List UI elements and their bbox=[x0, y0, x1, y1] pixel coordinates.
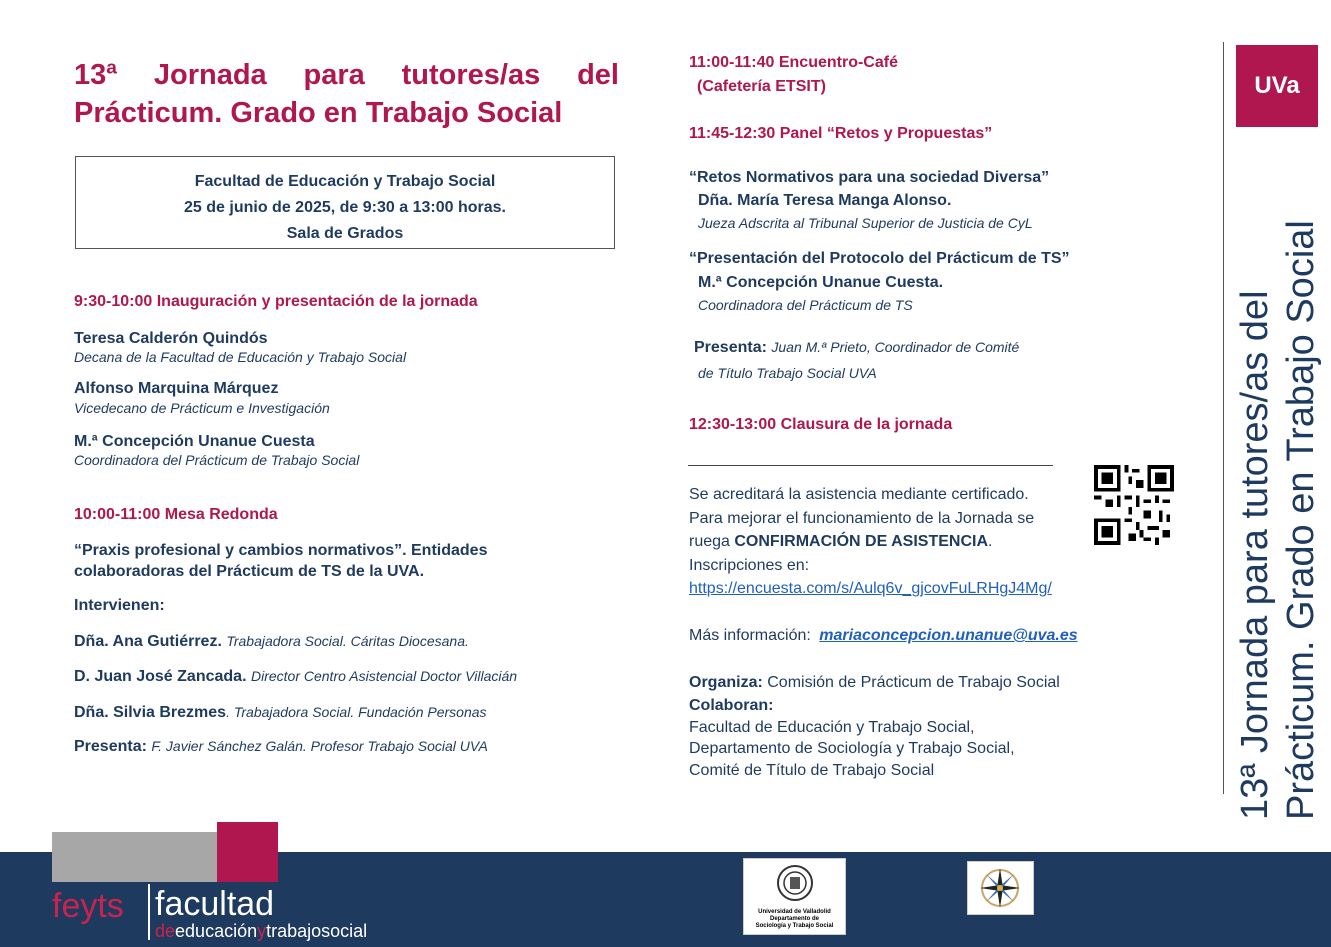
talk-title: “Presentación del Protocolo del Prácticum de TS” bbox=[689, 250, 1070, 267]
department-logo bbox=[743, 858, 846, 935]
confirm-end: . bbox=[988, 533, 993, 550]
venue-date: 25 de junio de 2025, de 9:30 a 13:00 horas. bbox=[184, 199, 506, 216]
divider bbox=[688, 465, 1053, 466]
more-info-label: Más información: bbox=[689, 627, 811, 644]
talk-speaker-role: Jueza Adscrita al Tribunal Superior de Justicia de CyL bbox=[698, 215, 1033, 231]
presenter-1 bbox=[74, 738, 488, 756]
round-table-topic: “Praxis profesional y cambios normativos”. Entidades bbox=[74, 542, 488, 559]
panelist-role: . Trabajadora Social. Fundación Personas bbox=[226, 704, 487, 720]
colaboran-label: Colaboran: bbox=[689, 697, 774, 714]
speaker-name: Teresa Calderón Quindós bbox=[74, 330, 268, 347]
panelist-2 bbox=[74, 668, 517, 686]
side-title bbox=[1232, 170, 1331, 820]
panelist-name: Dña. Silvia Brezmes bbox=[74, 704, 227, 721]
speaker-role: Vicedecano de Prácticum e Investigación bbox=[74, 400, 330, 416]
presenta-label: Presenta: bbox=[694, 339, 767, 356]
collaborator: Departamento de Sociología y Trabajo Social, bbox=[689, 740, 1015, 757]
registration-link[interactable]: https://encuesta.com/s/Aulq6v_gjcovFuLRHgJ4Mg/ bbox=[689, 580, 1052, 597]
talk-speaker: Dña. María Teresa Manga Alonso. bbox=[698, 192, 952, 209]
intervienen-label: Intervienen: bbox=[74, 597, 165, 614]
more-info bbox=[689, 627, 1078, 645]
speaker-role: Decana de la Facultad de Educación y Trabajo Social bbox=[74, 349, 407, 365]
logo-line: Sociología y Trabajo Social bbox=[755, 923, 834, 929]
feyts-wordmark: feyts bbox=[52, 887, 124, 925]
speaker-name: M.ª Concepción Unanue Cuesta bbox=[74, 433, 315, 450]
presenta-text-cont: de Título Trabajo Social UVA bbox=[698, 365, 877, 381]
collaborator: Comité de Título de Trabajo Social bbox=[689, 762, 935, 779]
facultad-wordmark: facultad bbox=[155, 885, 275, 923]
panelist-name: Dña. Ana Gutiérrez. bbox=[74, 633, 222, 650]
session-time-3: 11:00-11:40 Encuentro-Café bbox=[689, 54, 898, 71]
side-divider bbox=[1223, 42, 1224, 794]
page-title: 13ª Jornada para tutores/as del Prácticum. Grado en Trabajo Social bbox=[74, 59, 619, 129]
wordmark-divider bbox=[148, 884, 150, 940]
compass-logo bbox=[967, 861, 1034, 915]
inscripciones-label: Inscripciones en: bbox=[689, 557, 810, 574]
talk-speaker-role: Coordinadora del Prácticum de TS bbox=[698, 297, 913, 313]
confirm-note-cont bbox=[689, 533, 992, 551]
confirm-note: Para mejorar el funcionamiento de la Jornada se bbox=[689, 510, 1035, 527]
venue-line: Facultad de Educación y Trabajo Social bbox=[194, 173, 496, 190]
presenta-label: Presenta: bbox=[74, 738, 147, 755]
organiza bbox=[689, 674, 1060, 692]
compass-rose-icon bbox=[968, 862, 1033, 914]
side-title-line1: 13ª Jornada para tutores/as del bbox=[1234, 290, 1276, 820]
panelist-role: Director Centro Asistencial Doctor Villacián bbox=[250, 668, 518, 684]
panelist-role: Trabajadora Social. Cáritas Diocesana. bbox=[226, 633, 469, 649]
speaker-role: Coordinadora del Prácticum de Trabajo Social bbox=[74, 452, 360, 468]
venue-room: Sala de Grados bbox=[286, 225, 404, 242]
panelist-1 bbox=[74, 633, 469, 651]
collaborator: Facultad de Educación y Trabajo Social, bbox=[689, 719, 975, 736]
facultad-subtitle bbox=[155, 920, 367, 942]
sub-trabajo: trabajosocial bbox=[266, 921, 368, 941]
round-table-topic-cont: colaboradoras del Prácticum de TS de la UVA. bbox=[74, 563, 425, 580]
qr-code[interactable] bbox=[1094, 465, 1174, 545]
session-place-3: (Cafetería ETSIT) bbox=[697, 78, 826, 95]
confirm-emphasis: CONFIRMACIÓN DE ASISTENCIA bbox=[734, 533, 989, 550]
sub-y: y bbox=[257, 921, 267, 941]
email-link[interactable]: mariaconcepcion.unanue@uva.es bbox=[819, 627, 1078, 644]
sub-educacion: educación bbox=[175, 921, 258, 941]
certificate-note: Se acreditará la asistencia mediante certificado. bbox=[689, 486, 1029, 503]
session-time-4: 11:45-12:30 Panel “Retos y Propuestas” bbox=[689, 125, 993, 142]
registration-link-wrap bbox=[689, 580, 1052, 598]
speaker-name: Alfonso Marquina Márquez bbox=[74, 380, 279, 397]
side-title-line2: Prácticum. Grado en Trabajo Social bbox=[1280, 220, 1322, 820]
talk-speaker: M.ª Concepción Unanue Cuesta. bbox=[698, 274, 944, 291]
presenta-text: F. Javier Sánchez Galán. Profesor Trabajo Social UVA bbox=[151, 738, 488, 754]
panelist-name: D. Juan José Zancada. bbox=[74, 668, 247, 685]
panelist-3 bbox=[74, 704, 487, 722]
uva-logo: UVa bbox=[1236, 45, 1318, 127]
session-time-1: 9:30-10:00 Inauguración y presentación de la jornada bbox=[74, 293, 478, 310]
feyts-building-logo bbox=[52, 822, 278, 882]
organiza-text: Comisión de Prácticum de Trabajo Social bbox=[767, 674, 1060, 691]
presenta-text: Juan M.ª Prieto, Coordinador de Comité bbox=[771, 339, 1020, 355]
session-time-5: 12:30-13:00 Clausura de la jornada bbox=[689, 416, 953, 433]
university-seal-icon bbox=[777, 863, 813, 903]
organiza-label: Organiza: bbox=[689, 674, 763, 691]
venue-box bbox=[75, 156, 615, 249]
logo-line: Departamento de bbox=[769, 916, 819, 922]
talk-title: “Retos Normativos para una sociedad Diversa” bbox=[689, 169, 1050, 186]
logo-line: Universidad de Valladolid bbox=[758, 909, 831, 915]
confirm-text: ruega bbox=[689, 533, 735, 550]
session-time-2: 10:00-11:00 Mesa Redonda bbox=[74, 506, 278, 523]
sub-de: de bbox=[155, 921, 176, 941]
presenter-2 bbox=[694, 339, 1019, 357]
